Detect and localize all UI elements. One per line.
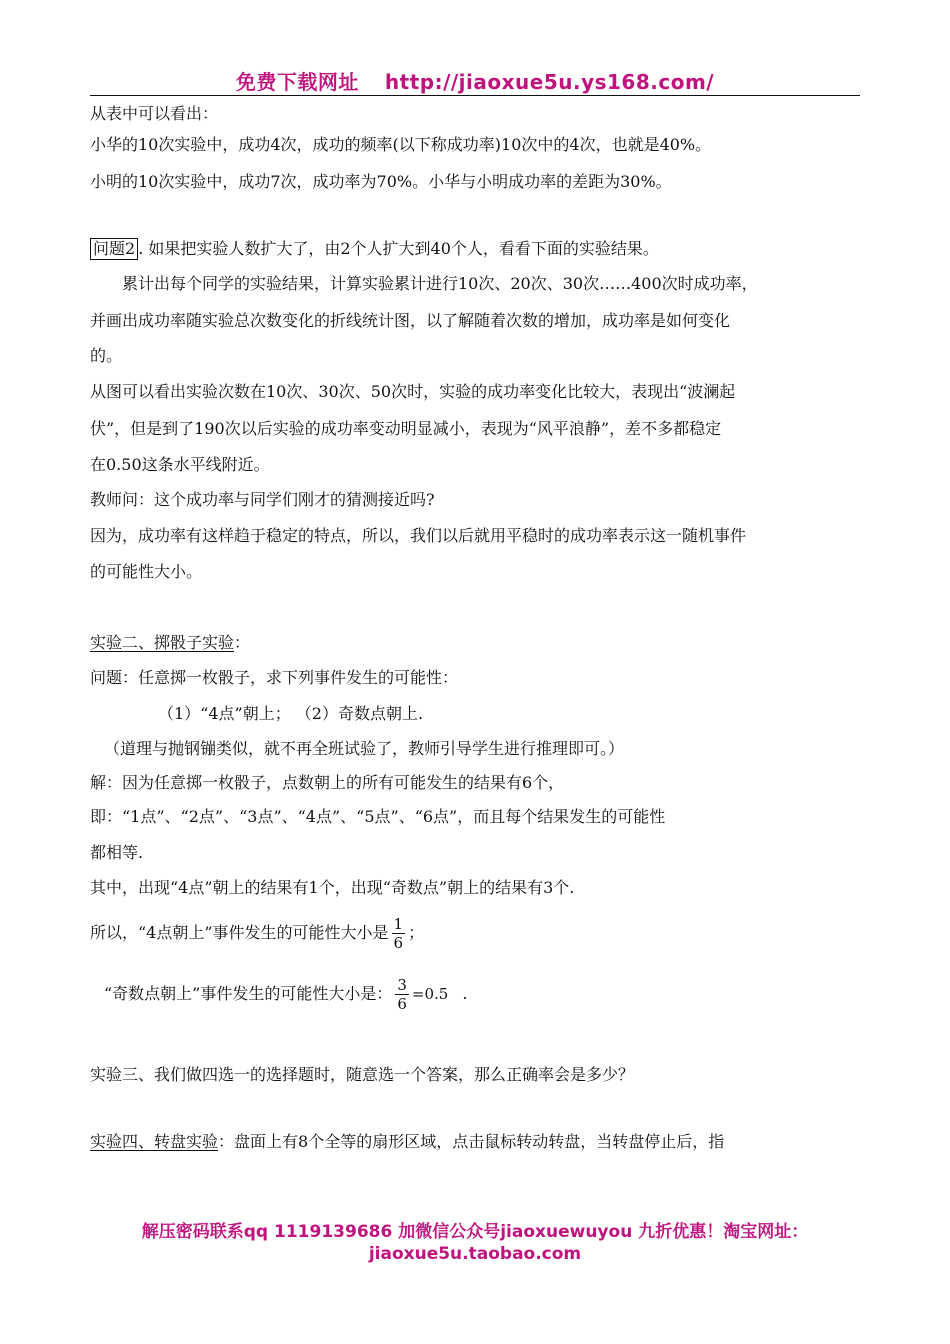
header-url-link[interactable]: http://jiaoxue5u.ys168.com/	[384, 70, 715, 94]
experiment-2-items: （1）“4点”朝上； （2）奇数点朝上.	[158, 704, 424, 723]
fraction-one-sixth	[392, 915, 406, 952]
header-banner	[90, 66, 860, 96]
paragraph-xiaohua: 小华的10次实验中，成功4次，成功的频率(以下称成功率)10次中的4次，也就是40%。	[90, 135, 712, 154]
solution-line-5	[90, 911, 860, 957]
solution-6-end: .	[462, 984, 468, 1003]
header-label: 免费下载网址	[235, 70, 359, 94]
fraction-denominator: 6	[393, 934, 404, 952]
paragraph-cumulative-3: 的。	[90, 346, 123, 365]
solution-5-end: ；	[408, 923, 425, 942]
experiment-3: 实验三、我们做四选一的选择题时，随意选一个答案，那么正确率会是多少？	[90, 1065, 635, 1084]
fraction-three-sixths	[395, 976, 409, 1013]
paragraph-intro: 从表中可以看出：	[90, 104, 219, 123]
experiment-2-question: 问题：任意掷一枚骰子，求下列事件发生的可能性：	[90, 668, 459, 687]
solution-6-text: “奇数点朝上”事件发生的可能性大小是：	[104, 984, 393, 1003]
experiment-2-note: （道理与抛钢镚类似，就不再全班试验了，教师引导学生进行推理即可。）	[104, 739, 625, 758]
footer-taobao-link[interactable]: jiaoxue5u.taobao.com	[368, 1244, 582, 1264]
footer-line-1: 解压密码联系qq 1119139686 加微信公众号jiaoxuewuyou 九折优惠！淘宝网址：	[141, 1222, 809, 1242]
solution-line-4: 其中，出现“4点”朝上的结果有1个，出现“奇数点”朝上的结果有3个.	[90, 878, 575, 897]
question-2-label: 问题2	[90, 238, 138, 260]
paragraph-cumulative-2: 并画出成功率随实验总次数变化的折线统计图，以了解随着次数的增加，成功率是如何变化	[90, 311, 731, 330]
experiment-2-heading: 实验二、掷骰子实验	[90, 633, 235, 652]
experiment-4-text: ：盘面上有8个全等的扇形区域，点击鼠标转动转盘，当转盘停止后，指	[218, 1132, 725, 1151]
paragraph-stability-1: 因为，成功率有这样趋于稳定的特点，所以，我们以后就用平稳时的成功率表示这一随机事件	[90, 526, 747, 545]
experiment-2-heading-line	[90, 632, 860, 654]
paragraph-graph-1: 从图可以看出实验次数在10次、30次、50次时，实验的成功率变化比较大，表现出“波澜起	[90, 382, 736, 401]
experiment-2-colon: ：	[234, 633, 251, 652]
equals-value: =0.5	[411, 985, 449, 1003]
paragraph-cumulative-1: 累计出每个同学的实验结果，计算实验累计进行10次、20次、30次……400次时成功率，	[122, 274, 758, 293]
paragraph-stability-2: 的可能性大小。	[90, 562, 203, 581]
solution-line-3: 都相等.	[90, 843, 144, 862]
paragraph-graph-3: 在0.50这条水平线附近。	[90, 455, 270, 474]
paragraph-graph-2: 伏”，但是到了190次以后实验的成功率变动明显减小，表现为“风平浪静”，差不多都稳定	[90, 419, 722, 438]
experiment-4-heading: 实验四、转盘实验	[90, 1132, 219, 1151]
fraction-numerator: 1	[393, 915, 404, 933]
paragraph-xiaoming: 小明的10次实验中，成功7次，成功率为70%。小华与小明成功率的差距为30%。	[90, 172, 672, 191]
question-2-text: . 如果把实验人数扩大了，由2个人扩大到40个人，看看下面的实验结果。	[138, 239, 659, 258]
solution-line-6	[104, 972, 860, 1018]
header-divider	[90, 95, 860, 96]
fraction-numerator: 3	[397, 976, 407, 994]
solution-line-2: 即：“1点”、“2点”、“3点”、“4点”、“5点”、“6点”，而且每个结果发生的可能性	[90, 807, 666, 826]
question-2	[90, 238, 860, 260]
experiment-4	[90, 1131, 860, 1153]
teacher-question: 教师问：这个成功率与同学们刚才的猜测接近吗?	[90, 490, 435, 509]
solution-5-text: 所以，“4点朝上”事件发生的可能性大小是	[90, 923, 389, 942]
solution-line-1: 解：因为任意掷一枚骰子，点数朝上的所有可能发生的结果有6个，	[90, 773, 565, 792]
fraction-denominator: 6	[397, 995, 407, 1013]
